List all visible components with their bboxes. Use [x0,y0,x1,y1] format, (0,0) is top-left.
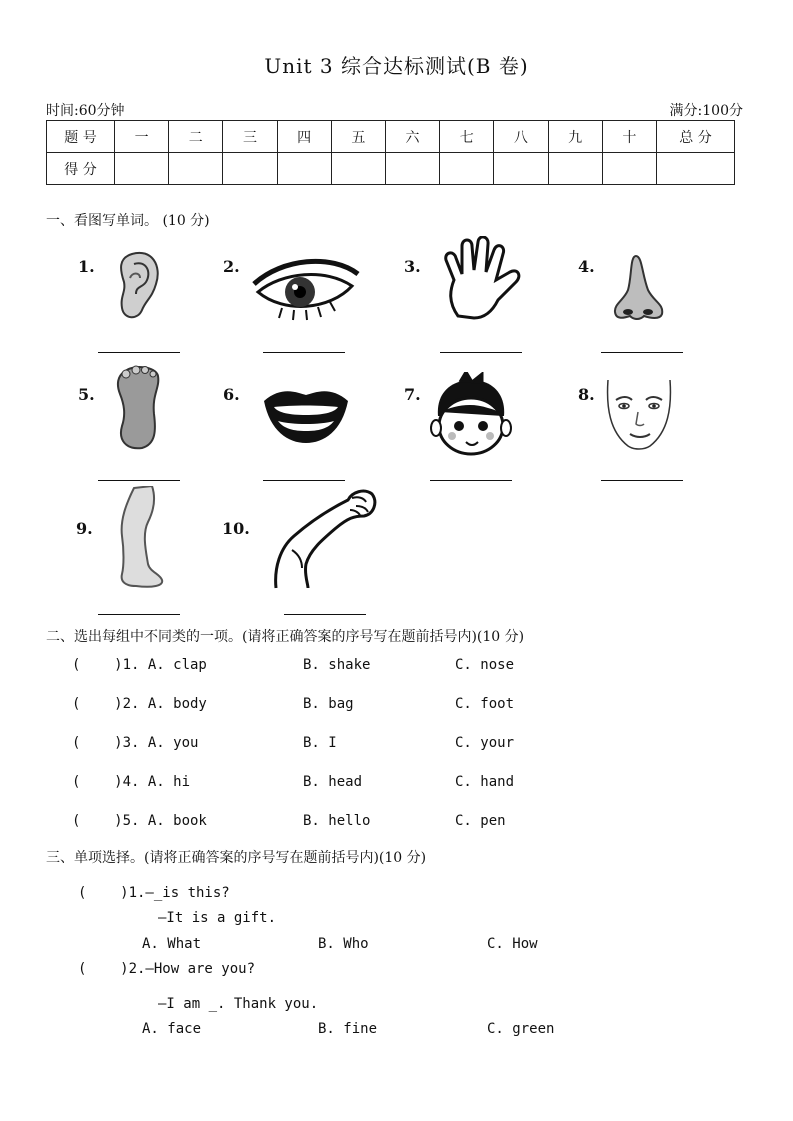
score-table [46,120,735,185]
header-cell: 二 [169,121,223,153]
answer-blank[interactable] [98,480,180,481]
header-cell: 十 [602,121,656,153]
question-line2: —I am _. Thank you. [158,996,319,1012]
item-number: 1. [78,257,95,276]
score-cell[interactable] [385,153,439,185]
item-number: 3. [404,257,421,276]
option-c[interactable]: C. foot [455,696,515,712]
score-cell[interactable] [440,153,494,185]
question-stem: ( )5. A. book [72,813,207,829]
item-number: 8. [578,385,595,404]
score-cell[interactable] [277,153,331,185]
option-b[interactable]: B. shake [303,657,371,673]
option-c[interactable]: C. hand [455,774,515,790]
option-c[interactable]: C. your [455,735,515,751]
mouth-icon [262,385,350,445]
header-cell: 八 [494,121,548,153]
answer-blank[interactable] [430,480,512,481]
answer-blank[interactable] [98,614,180,615]
option-b[interactable]: B. Who [318,936,369,952]
item-number: 4. [578,257,595,276]
item-number: 7. [404,385,421,404]
time-label: 时间:60分钟 [46,103,125,119]
answer-blank[interactable] [601,480,683,481]
page-title: Unit 3 综合达标测试(B 卷) [264,54,529,78]
foot-icon [112,364,164,450]
row-label: 得 分 [47,153,115,185]
question-stem: ( )1.—_is this? [78,885,230,901]
option-b[interactable]: B. fine [318,1021,378,1037]
question-stem: ( )2.—How are you? [78,961,256,977]
answer-blank[interactable] [440,352,522,353]
header-cell: 题 号 [47,121,115,153]
section3-heading: 三、单项选择。(请将正确答案的序号写在题前括号内)(10 分) [46,850,427,866]
option-a[interactable]: A. face [142,1021,202,1037]
question-stem: ( )4. A. hi [72,774,191,790]
score-cell[interactable] [115,153,169,185]
header-cell: 六 [385,121,439,153]
question-stem: ( )3. A. you [72,735,199,751]
head-icon [430,372,512,456]
score-table-header-row [47,121,735,153]
score-cell[interactable] [657,153,735,185]
header-cell: 五 [331,121,385,153]
header-cell: 一 [115,121,169,153]
option-c[interactable]: C. green [487,1021,555,1037]
score-cell[interactable] [548,153,602,185]
item-number: 5. [78,385,95,404]
score-cell[interactable] [331,153,385,185]
option-c[interactable]: C. nose [455,657,515,673]
item-number: 2. [223,257,240,276]
answer-blank[interactable] [263,480,345,481]
answer-blank[interactable] [601,352,683,353]
option-a[interactable]: A. What [142,936,202,952]
header-cell: 四 [277,121,331,153]
question-stem: ( )1. A. clap [72,657,207,673]
option-b[interactable]: B. hello [303,813,371,829]
arm-icon [272,488,378,590]
leg-icon [112,486,168,590]
nose-icon [612,254,666,322]
hand-icon [436,236,526,322]
header-cell: 七 [440,121,494,153]
question-stem: ( )2. A. body [72,696,207,712]
answer-blank[interactable] [263,352,345,353]
answer-blank[interactable] [98,352,180,353]
option-b[interactable]: B. bag [303,696,354,712]
score-cell[interactable] [169,153,223,185]
face-icon [604,378,674,452]
question-line2: —It is a gift. [158,910,277,926]
header-cell: 总 分 [657,121,735,153]
eye-icon [252,254,360,322]
score-cell[interactable] [223,153,277,185]
header-cell: 三 [223,121,277,153]
header-cell: 九 [548,121,602,153]
score-label: 满分:100分 [669,103,743,119]
section1-heading: 一、看图写单词。 (10 分) [46,213,210,229]
score-cell[interactable] [494,153,548,185]
item-number: 10. [222,519,250,538]
option-c[interactable]: C. pen [455,813,506,829]
item-number: 6. [223,385,240,404]
option-b[interactable]: B. head [303,774,363,790]
answer-blank[interactable] [284,614,366,615]
ear-icon [112,248,164,322]
option-b[interactable]: B. I [303,735,337,751]
score-table-score-row [47,153,735,185]
section2-heading: 二、选出每组中不同类的一项。(请将正确答案的序号写在题前括号内)(10 分) [46,629,525,645]
option-c[interactable]: C. How [487,936,538,952]
item-number: 9. [76,519,93,538]
score-cell[interactable] [602,153,656,185]
